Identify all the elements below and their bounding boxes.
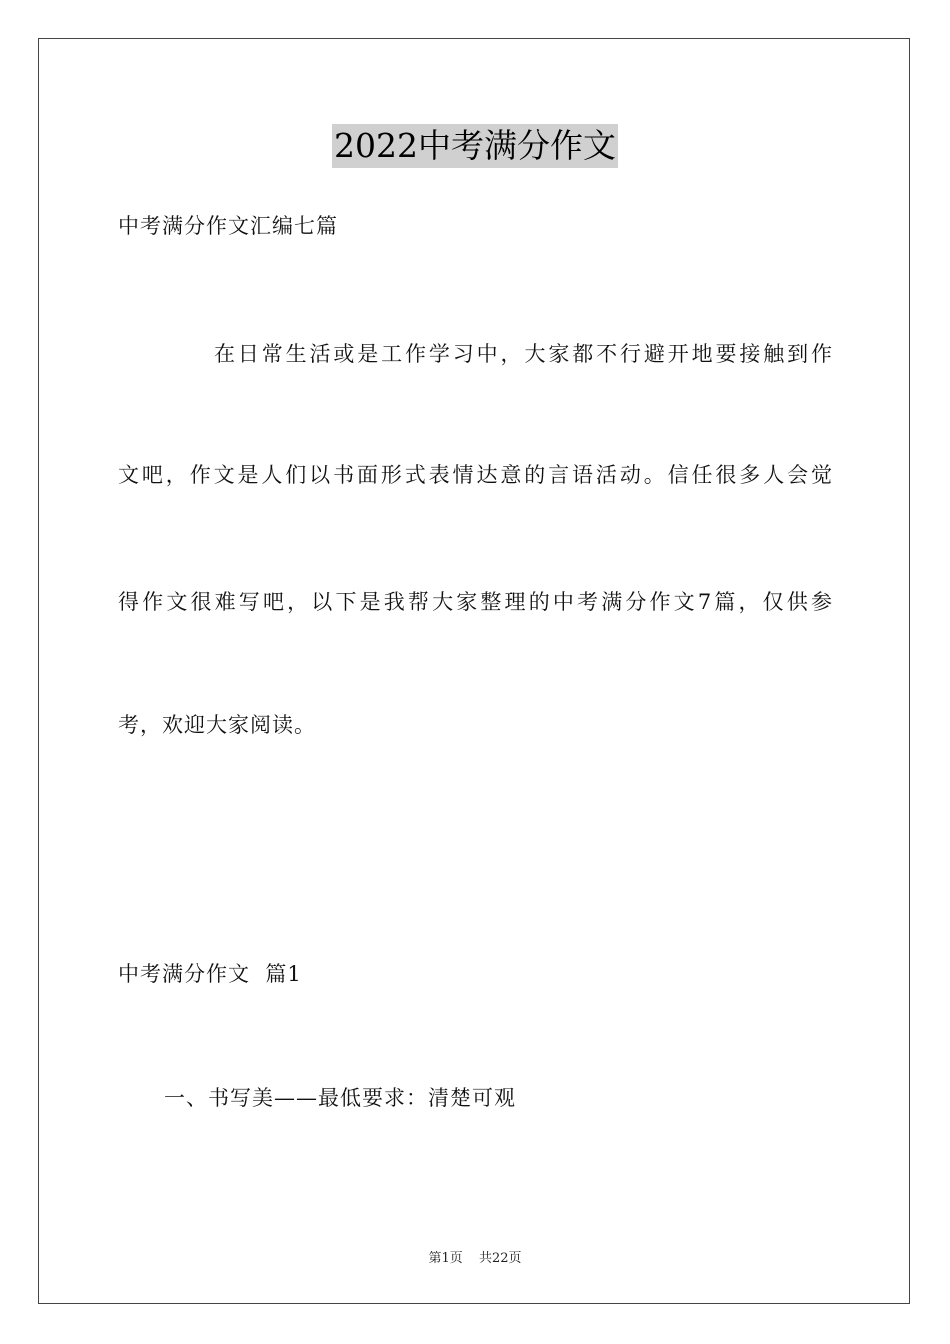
intro-line: 考，欢迎大家阅读。 bbox=[118, 713, 316, 737]
intro-line: 在日常生活或是工作学习中，大家都不行避开地要接触到作 bbox=[214, 342, 832, 366]
page-total: 共22页 bbox=[478, 1251, 522, 1266]
document-subtitle: 中考满分作文汇编七篇 bbox=[118, 214, 338, 238]
title-container bbox=[0, 124, 950, 168]
section-point: 一、书写美——最低要求：清楚可观 bbox=[164, 1086, 516, 1110]
intro-line: 文吧，作文是人们以书面形式表情达意的言语活动。信任很多人会觉 bbox=[118, 463, 832, 487]
document-title: 2022中考满分作文 bbox=[332, 124, 618, 168]
page-footer bbox=[0, 1247, 950, 1266]
intro-line: 得作文很难写吧，以下是我帮大家整理的中考满分作文7篇，仅供参 bbox=[118, 590, 832, 614]
page-number: 第1页 bbox=[428, 1251, 463, 1266]
section-heading: 中考满分作文 篇1 bbox=[118, 962, 302, 986]
